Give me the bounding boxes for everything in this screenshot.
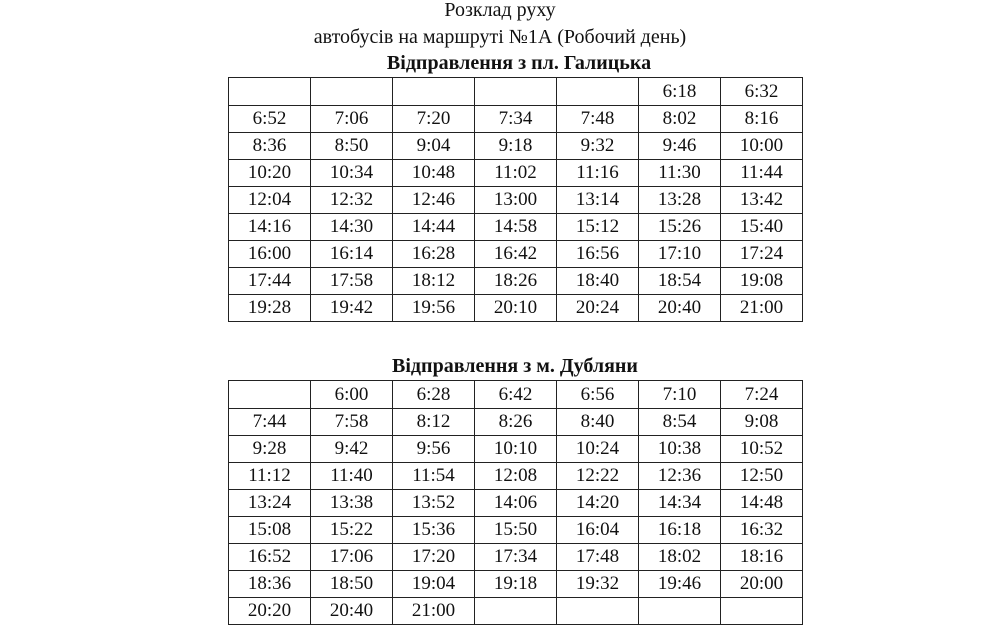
departure-time-cell: 12:36: [639, 463, 721, 490]
departure-time-cell: 12:22: [557, 463, 639, 490]
departure-time-cell: 14:48: [721, 490, 803, 517]
departure-time-cell: 17:24: [721, 241, 803, 268]
departure-time-cell: 7:48: [557, 106, 639, 133]
table-row: [229, 463, 803, 490]
table-row: [229, 295, 803, 322]
departure-time-cell: 8:16: [721, 106, 803, 133]
departure-time-cell: 11:16: [557, 160, 639, 187]
table-row: [229, 544, 803, 571]
departure-time-cell: 7:20: [393, 106, 475, 133]
table-row: [229, 409, 803, 436]
departure-time-cell: 10:38: [639, 436, 721, 463]
table-row: [229, 160, 803, 187]
departure-time-cell: 6:52: [229, 106, 311, 133]
departure-time-cell: 13:24: [229, 490, 311, 517]
departure-time-cell: 20:24: [557, 295, 639, 322]
departure-time-cell: 13:28: [639, 187, 721, 214]
departure-time-cell: 11:02: [475, 160, 557, 187]
table-row: [229, 241, 803, 268]
table-row: [229, 517, 803, 544]
departure-time-cell: 7:10: [639, 381, 721, 409]
departure-time-cell: 19:42: [311, 295, 393, 322]
schedule-table-dubliany: [228, 380, 803, 625]
departure-time-cell: 12:08: [475, 463, 557, 490]
departure-time-cell: 17:20: [393, 544, 475, 571]
departure-time-cell: 15:08: [229, 517, 311, 544]
departure-time-cell: 20:00: [721, 571, 803, 598]
departure-time-cell: 20:10: [475, 295, 557, 322]
departure-time-cell: 9:18: [475, 133, 557, 160]
document-subtitle: автобусів на маршруті №1А (Робочий день): [313, 26, 687, 48]
departure-time-cell: 15:12: [557, 214, 639, 241]
departure-time-cell: 10:10: [475, 436, 557, 463]
departure-time-cell: 17:06: [311, 544, 393, 571]
departure-time-cell: 9:32: [557, 133, 639, 160]
table-row: [229, 436, 803, 463]
table-row: [229, 78, 803, 106]
departure-time-cell: 10:34: [311, 160, 393, 187]
departure-time-cell: 21:00: [721, 295, 803, 322]
departure-time-cell: 9:42: [311, 436, 393, 463]
departure-time-cell: 14:44: [393, 214, 475, 241]
departure-time-cell: 15:26: [639, 214, 721, 241]
departure-time-cell: 12:46: [393, 187, 475, 214]
departure-time-cell: 18:54: [639, 268, 721, 295]
departure-time-cell: 20:20: [229, 598, 311, 625]
departure-time-cell: [557, 598, 639, 625]
departure-time-cell: 18:02: [639, 544, 721, 571]
departure-time-cell: [229, 78, 311, 106]
departure-time-cell: 16:56: [557, 241, 639, 268]
table-row: [229, 214, 803, 241]
departure-time-cell: 15:50: [475, 517, 557, 544]
departure-time-cell: [639, 598, 721, 625]
departure-time-cell: 14:58: [475, 214, 557, 241]
departure-time-cell: 16:28: [393, 241, 475, 268]
table-row: [229, 381, 803, 409]
departure-time-cell: 13:38: [311, 490, 393, 517]
departure-time-cell: 13:00: [475, 187, 557, 214]
departure-time-cell: [229, 381, 311, 409]
departure-time-cell: 6:18: [639, 78, 721, 106]
departure-time-cell: 9:46: [639, 133, 721, 160]
table-row: [229, 490, 803, 517]
table-row: [229, 187, 803, 214]
departure-time-cell: 17:48: [557, 544, 639, 571]
departure-time-cell: 16:00: [229, 241, 311, 268]
departure-time-cell: [475, 78, 557, 106]
departure-time-cell: [475, 598, 557, 625]
departure-time-cell: 6:28: [393, 381, 475, 409]
departure-time-cell: 16:04: [557, 517, 639, 544]
table-row: [229, 106, 803, 133]
departure-time-cell: 18:12: [393, 268, 475, 295]
departure-time-cell: 19:04: [393, 571, 475, 598]
departure-time-cell: 14:06: [475, 490, 557, 517]
section-title-halytska: Відправлення з пл. Галицька: [386, 52, 652, 74]
departure-time-cell: 17:10: [639, 241, 721, 268]
departure-time-cell: 16:18: [639, 517, 721, 544]
departure-time-cell: 14:16: [229, 214, 311, 241]
departure-time-cell: 13:14: [557, 187, 639, 214]
departure-time-cell: 9:28: [229, 436, 311, 463]
document-title: Розклад руху: [444, 0, 556, 21]
departure-time-cell: 18:36: [229, 571, 311, 598]
departure-time-cell: 12:04: [229, 187, 311, 214]
departure-time-cell: 16:32: [721, 517, 803, 544]
departure-time-cell: 11:44: [721, 160, 803, 187]
departure-time-cell: 8:54: [639, 409, 721, 436]
departure-time-cell: 17:34: [475, 544, 557, 571]
departure-time-cell: 19:28: [229, 295, 311, 322]
departure-time-cell: 20:40: [311, 598, 393, 625]
departure-time-cell: 15:36: [393, 517, 475, 544]
departure-time-cell: 13:52: [393, 490, 475, 517]
departure-time-cell: 19:08: [721, 268, 803, 295]
departure-time-cell: 14:30: [311, 214, 393, 241]
departure-time-cell: 6:00: [311, 381, 393, 409]
table-row: [229, 571, 803, 598]
departure-time-cell: 11:54: [393, 463, 475, 490]
departure-time-cell: 8:12: [393, 409, 475, 436]
departure-time-cell: 19:56: [393, 295, 475, 322]
departure-time-cell: 10:24: [557, 436, 639, 463]
departure-time-cell: 10:52: [721, 436, 803, 463]
departure-time-cell: 18:26: [475, 268, 557, 295]
departure-time-cell: 16:42: [475, 241, 557, 268]
departure-time-cell: 18:16: [721, 544, 803, 571]
departure-time-cell: 7:24: [721, 381, 803, 409]
departure-time-cell: 14:20: [557, 490, 639, 517]
departure-time-cell: 16:52: [229, 544, 311, 571]
table-row: [229, 133, 803, 160]
departure-time-cell: 11:30: [639, 160, 721, 187]
departure-time-cell: 19:18: [475, 571, 557, 598]
departure-time-cell: 11:40: [311, 463, 393, 490]
departure-time-cell: [311, 78, 393, 106]
departure-time-cell: 11:12: [229, 463, 311, 490]
departure-time-cell: 12:50: [721, 463, 803, 490]
departure-time-cell: 8:36: [229, 133, 311, 160]
departure-time-cell: 13:42: [721, 187, 803, 214]
departure-time-cell: 18:50: [311, 571, 393, 598]
departure-time-cell: 6:42: [475, 381, 557, 409]
departure-time-cell: 9:56: [393, 436, 475, 463]
departure-time-cell: 17:58: [311, 268, 393, 295]
departure-time-cell: 16:14: [311, 241, 393, 268]
departure-time-cell: 7:44: [229, 409, 311, 436]
departure-time-cell: 7:34: [475, 106, 557, 133]
departure-time-cell: 18:40: [557, 268, 639, 295]
departure-time-cell: 7:58: [311, 409, 393, 436]
departure-time-cell: 8:26: [475, 409, 557, 436]
departure-time-cell: 17:44: [229, 268, 311, 295]
departure-time-cell: 15:22: [311, 517, 393, 544]
departure-time-cell: 10:20: [229, 160, 311, 187]
departure-time-cell: 20:40: [639, 295, 721, 322]
departure-time-cell: [721, 598, 803, 625]
departure-time-cell: 12:32: [311, 187, 393, 214]
departure-time-cell: 6:56: [557, 381, 639, 409]
section-title-dubliany: Відправлення з м. Дубляни: [392, 355, 638, 377]
departure-time-cell: 9:04: [393, 133, 475, 160]
departure-time-cell: 15:40: [721, 214, 803, 241]
departure-time-cell: [557, 78, 639, 106]
departure-time-cell: 10:00: [721, 133, 803, 160]
departure-time-cell: 10:48: [393, 160, 475, 187]
departure-time-cell: 19:46: [639, 571, 721, 598]
departure-time-cell: 8:40: [557, 409, 639, 436]
schedule-table-halytska: [228, 77, 803, 322]
table-row: [229, 268, 803, 295]
departure-time-cell: 19:32: [557, 571, 639, 598]
departure-time-cell: [393, 78, 475, 106]
departure-time-cell: 8:50: [311, 133, 393, 160]
departure-time-cell: 21:00: [393, 598, 475, 625]
departure-time-cell: 6:32: [721, 78, 803, 106]
departure-time-cell: 7:06: [311, 106, 393, 133]
departure-time-cell: 9:08: [721, 409, 803, 436]
departure-time-cell: 8:02: [639, 106, 721, 133]
departure-time-cell: 14:34: [639, 490, 721, 517]
table-row: [229, 598, 803, 625]
